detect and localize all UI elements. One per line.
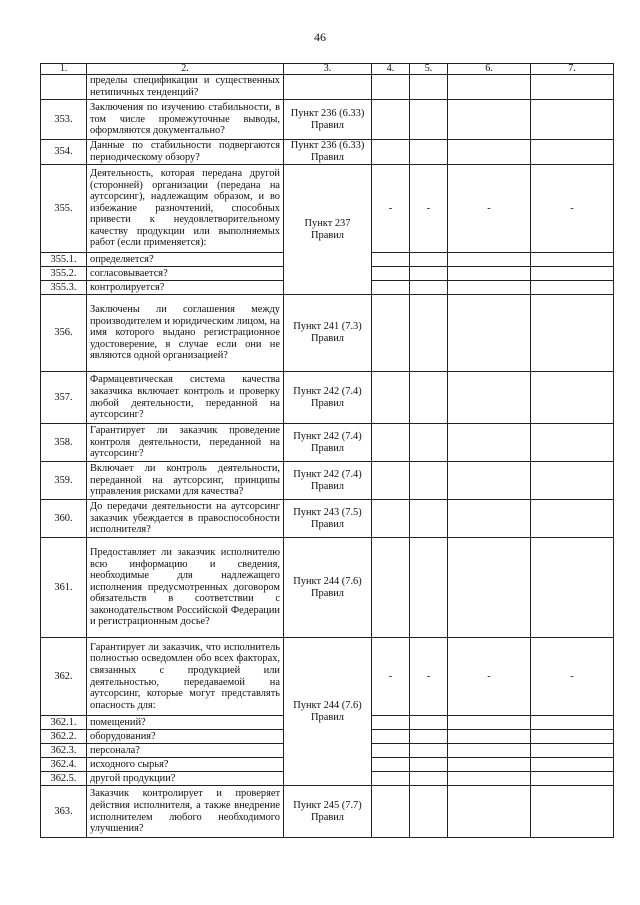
dash-mark: - (410, 165, 448, 253)
table-row (41, 165, 614, 253)
dash-mark: - (372, 165, 410, 253)
header-col-7: 7. (531, 64, 614, 75)
header-row (41, 64, 614, 75)
row-number: 355.2. (41, 267, 87, 281)
row-text: Гарантирует ли заказчик, что исполнитель полностью осведомлен обо всех факторах, связанных с продукцией или деятельностью, передаваемой на аутсорсинг, которые могут представлять опасность для: (87, 638, 284, 716)
row-reference: Пункт 237 Правил (284, 165, 372, 295)
row-reference: Пункт 242 (7.4) Правил (284, 372, 372, 424)
row-reference: Пункт 242 (7.4) Правил (284, 462, 372, 500)
header-col-4: 4. (372, 64, 410, 75)
row-number: 355.1. (41, 253, 87, 267)
row-text: Деятельность, которая передана другой (сторонней) организации (передана на аутсорсинг), надлежащим образом, и во избежание разночтений, способных привести к неудовлетворительному качеству продукции или выполняемых работ (если применяется): (87, 165, 284, 253)
row-number: 357. (41, 372, 87, 424)
table-row (41, 638, 614, 716)
table-row (41, 100, 614, 140)
row-text: контролируется? (87, 281, 284, 295)
table-row (41, 75, 614, 100)
row-number: 362.5. (41, 772, 87, 786)
dash-mark: - (448, 165, 531, 253)
row-number: 353. (41, 100, 87, 140)
row-text: помещений? (87, 716, 284, 730)
table-row (41, 500, 614, 538)
row-number: 360. (41, 500, 87, 538)
row-number: 356. (41, 295, 87, 372)
row-text: определяется? (87, 253, 284, 267)
row-text: До передачи деятельности на аутсорсинг заказчик убеждается в правоспособности исполнителя? (87, 500, 284, 538)
row-number: 362. (41, 638, 87, 716)
dash-mark: - (531, 638, 614, 716)
table-row (41, 786, 614, 838)
row-number: 362.1. (41, 716, 87, 730)
row-text: Фармацевтическая система качества заказчика включает контроль и проверку любой деятельности, переданной на аутсорсинг? (87, 372, 284, 424)
table-row (41, 424, 614, 462)
row-text: Заключения по изучению стабильности, в том числе промежуточные выводы, оформляются документально? (87, 100, 284, 140)
dash-mark: - (410, 638, 448, 716)
table-row (41, 295, 614, 372)
row-number: 355. (41, 165, 87, 253)
header-col-5: 5. (410, 64, 448, 75)
table-row (41, 140, 614, 165)
row-text: согласовывается? (87, 267, 284, 281)
table-row (41, 462, 614, 500)
row-number: 359. (41, 462, 87, 500)
row-text: персонала? (87, 744, 284, 758)
dash-mark: - (448, 638, 531, 716)
row-text: Заключены ли соглашения между производителем и юридическим лицом, на имя которого выдано регистрационное удостоверение, в случае если они не являются одной организацией? (87, 295, 284, 372)
header-col-3: 3. (284, 64, 372, 75)
row-reference: Пункт 244 (7.6) Правил (284, 538, 372, 638)
header-col-6: 6. (448, 64, 531, 75)
header-col-1: 1. (41, 64, 87, 75)
dash-mark: - (531, 165, 614, 253)
row-text: исходного сырья? (87, 758, 284, 772)
row-reference: Пункт 242 (7.4) Правил (284, 424, 372, 462)
page-number: 46 (314, 30, 326, 44)
row-number: 354. (41, 140, 87, 165)
row-reference: Пункт 236 (6.33) Правил (284, 100, 372, 140)
row-reference: Пункт 236 (6.33) Правил (284, 140, 372, 165)
row-text: оборудования? (87, 730, 284, 744)
row-reference: Пункт 245 (7.7) Правил (284, 786, 372, 838)
row-number: 355.3. (41, 281, 87, 295)
row-text: Предоставляет ли заказчик исполнителю всю информацию и сведения, необходимые для надлежащего исполнения предусмотренных договором обязательств в соответствии с законодательством Российской Федерации и регистрационным досье? (87, 538, 284, 638)
row-reference: Пункт 244 (7.6) Правил (284, 638, 372, 786)
row-text: Гарантирует ли заказчик проведение контроля деятельности, переданной на аутсорсинг? (87, 424, 284, 462)
checklist-table (40, 63, 614, 838)
row-number: 361. (41, 538, 87, 638)
table-row (41, 538, 614, 638)
row-number: 362.4. (41, 758, 87, 772)
row-text: другой продукции? (87, 772, 284, 786)
dash-mark: - (372, 638, 410, 716)
table-row (41, 372, 614, 424)
row-reference: Пункт 243 (7.5) Правил (284, 500, 372, 538)
row-text: Включает ли контроль деятельности, переданной на аутсорсинг, принципы управления рисками для качества? (87, 462, 284, 500)
row-number: 363. (41, 786, 87, 838)
row-reference: Пункт 241 (7.3) Правил (284, 295, 372, 372)
row-text: Данные по стабильности подвергаются периодическому обзору? (87, 140, 284, 165)
row-number: 358. (41, 424, 87, 462)
row-number: 362.3. (41, 744, 87, 758)
row-number: 362.2. (41, 730, 87, 744)
row-text: Заказчик контролирует и проверяет действия исполнителя, а также внедрение исполнителем любого необходимого улучшения? (87, 786, 284, 838)
row-text: пределы спецификации и существенных нетипичных тенденций? (87, 75, 284, 100)
header-col-2: 2. (87, 64, 284, 75)
